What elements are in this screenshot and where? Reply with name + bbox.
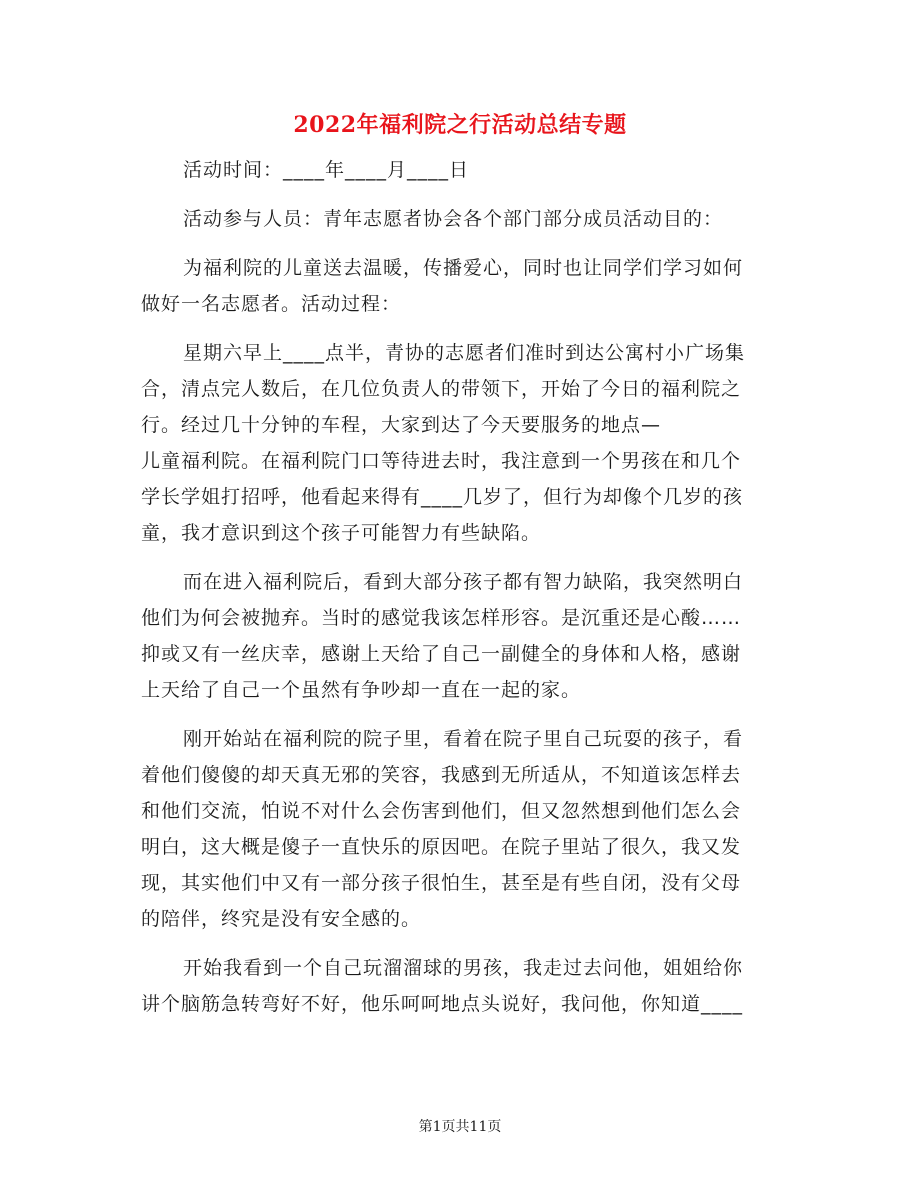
text-line: 童，我才意识到这个孩子可能智力有些缺陷。 [141,522,542,544]
text-line: 和他们交流，怕说不对什么会伤害到他们，但又忽然想到他们怎么会 [141,800,742,822]
text-line: 做好一名志愿者。活动过程： [141,293,402,315]
text-line: 儿童福利院。在福利院门口等待进去时，我注意到一个男孩在和几个 [141,450,742,472]
text-line: 而在进入福利院后，看到大部分孩子都有智力缺陷，我突然明白 [183,571,744,593]
text-line: 活动时间：____年____月____日 [183,159,470,181]
page-footer: 第1页共11页 [418,1119,502,1135]
text-line: 开始我看到一个自己玩溜溜球的男孩，我走过去问他，姐姐给你 [183,957,744,979]
text-line: 上天给了自己一个虽然有争吵却一直在一起的家。 [141,679,582,701]
text-line: 刚开始站在福利院的院子里，看着在院子里自己玩耍的孩子，看 [183,728,744,750]
text-line: 抑或又有一丝庆幸，感谢上天给了自己一副健全的身体和人格，感谢 [141,643,742,665]
text-line: 讲个脑筋急转弯好不好，他乐呵呵地点头说好，我问他，你知道____ [141,993,744,1015]
text-line: 为福利院的儿童送去温暖，传播爱心，同时也让同学们学习如何 [183,257,744,279]
text-line: 的陪伴，终究是没有安全感的。 [141,908,422,930]
text-line: 合，清点完人数后，在几位负责人的带领下，开始了今日的福利院之 [141,378,742,400]
text-line: 行。经过几十分钟的车程，大家到达了今天要服务的地点— [141,414,662,436]
text-line: 明白，这大概是傻子一直快乐的原因吧。在院子里站了很久，我又发 [141,836,742,858]
text-line: 现，其实他们中又有一部分孩子很怕生，甚至是有些自闭，没有父母 [141,872,742,894]
document-title: 2022年福利院之行活动总结专题 [293,112,627,138]
document-body [141,152,771,1022]
text-line: 他们为何会被抛弃。当时的感觉我该怎样形容。是沉重还是心酸…… [141,607,742,629]
text-line: 学长学姐打招呼，他看起来得有____几岁了，但行为却像个几岁的孩 [141,486,744,508]
text-line: 着他们傻傻的却天真无邪的笑容，我感到无所适从，不知道该怎样去 [141,764,742,786]
text-line: 星期六早上____点半，青协的志愿者们准时到达公寓村小广场集 [183,342,746,364]
text-line: 活动参与人员：青年志愿者协会各个部门部分成员活动目的： [183,208,724,230]
